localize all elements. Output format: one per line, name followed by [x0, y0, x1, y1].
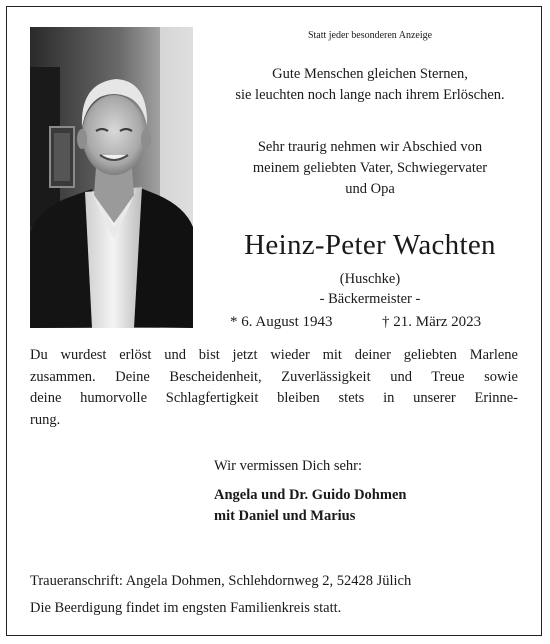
signer-line: Angela und Dr. Guido Dohmen — [214, 487, 407, 503]
intro-line: Sehr traurig nehmen wir Abschied von — [257, 139, 483, 155]
intro-line: und Opa — [345, 181, 395, 197]
signer-line: mit Daniel und Marius — [214, 508, 356, 524]
mourning-address: Traueranschrift: Angela Dohmen, Schlehdornweg 2, 52428 Jülich — [30, 573, 412, 589]
deceased-nickname: (Huschke) — [339, 271, 401, 287]
memorial-line: deine humorvolle Schlagfertigkeit bleiben stets in unserer Erinne- — [30, 390, 518, 406]
birth-date: * 6. August 1943 — [230, 314, 333, 330]
farewell-intro — [205, 137, 535, 200]
footer — [30, 568, 411, 622]
portrait-photo — [30, 27, 193, 328]
poem-line: Gute Menschen gleichen Sternen, — [272, 66, 468, 82]
intro-line: meinem geliebten Vater, Schwiegervater — [252, 160, 488, 176]
miss-text: Wir vermissen Dich sehr: — [214, 458, 363, 474]
memorial-line: rung. — [30, 411, 61, 428]
funeral-notice: Die Beerdigung findet im engsten Familienkreis statt. — [30, 600, 342, 616]
family-signers — [214, 485, 406, 527]
memorial-text — [30, 345, 518, 431]
notice-text: Statt jeder besonderen Anzeige — [307, 30, 433, 41]
deceased-name: Heinz-Peter Wachten — [244, 229, 496, 261]
poem-line: sie leuchten noch lange nach ihrem Erlöschen. — [235, 87, 505, 103]
death-date: † 21. März 2023 — [382, 314, 482, 330]
memorial-line: Du wurdest erlöst und bist jetzt wieder mit deiner geliebten Marlene — [30, 347, 518, 363]
deceased-profession: - Bäckermeister - — [319, 291, 421, 307]
poem — [205, 64, 535, 106]
memorial-line: zusammen. Deine Bescheidenheit, Zuverlässigkeit und Treue sowie — [30, 368, 518, 385]
